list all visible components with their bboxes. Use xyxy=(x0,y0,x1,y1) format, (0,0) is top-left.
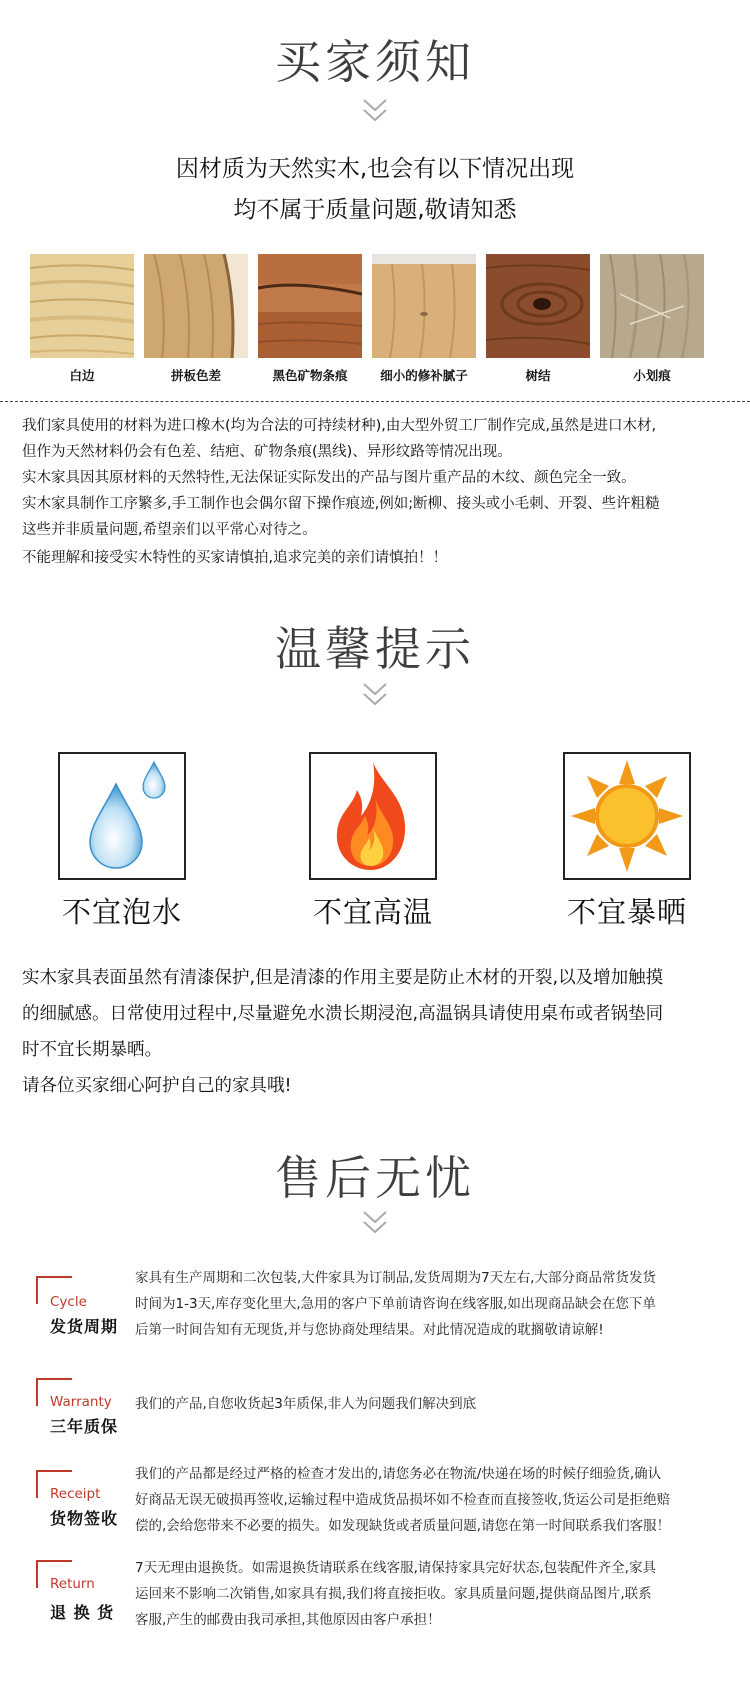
board-color-diff-icon xyxy=(144,254,248,358)
service-text: 我们的产品都是经过严格的检查才发出的,请您务必在物流/快递在场的时候仔细验货,确认 xyxy=(135,1466,662,1482)
service-text: 7天无理由退换货。如需退换货请联系在线客服,请保持家具完好状态,包装配件齐全,家具 xyxy=(135,1560,656,1576)
sample-label: 小划痕 xyxy=(633,368,671,383)
sample-label: 细小的修补腻子 xyxy=(380,368,468,383)
notice-paragraph: 我们家具使用的材料为进口橡木(均为合法的可持续材种),由大型外贸工厂制作完成,虽然是进口木材, xyxy=(22,418,657,434)
notice-paragraph: 这些并非质量问题,希望亲们以平常心对待之。 xyxy=(22,522,317,538)
notice-intro-line-2: 均不属于质量问题,敬请知悉 xyxy=(233,197,517,223)
service-cn-label: 货物签收 xyxy=(50,1509,119,1528)
tips-line: 的细腻感。日常使用过程中,尽量避免水溃长期浸泡,高温锅具请使用桌布或者锅垫同 xyxy=(22,1004,664,1024)
notice-paragraph: 实木家具制作工序繁多,手工制作也会偶尔留下操作痕迹,例如;断柳、接头或小毛刺、开裂、些许粗糙 xyxy=(22,496,660,512)
sample-label: 黑色矿物条痕 xyxy=(272,368,348,383)
mineral-streak-icon xyxy=(258,254,362,358)
wood-knot-icon xyxy=(486,254,590,358)
notice-title: 买家须知 xyxy=(275,35,475,89)
notice-paragraph: 不能理解和接受实木特性的买家请慎拍,追求完美的亲们请慎拍！！ xyxy=(22,550,448,566)
tips-title: 温馨提示 xyxy=(275,622,475,676)
water-tip-box xyxy=(58,752,186,880)
water-drop-icon xyxy=(60,754,184,878)
sample-label: 拼板色差 xyxy=(170,368,221,383)
light-ash-wood-icon xyxy=(30,254,134,358)
putty-repair-icon xyxy=(372,254,476,358)
service-text: 我们的产品,自您收货起3年质保,非人为问题我们解决到底 xyxy=(135,1396,477,1412)
service-title: 售后无忧 xyxy=(275,1151,475,1205)
service-text: 时间为1-3天,库存变化里大,急用的客户下单前请咨询在线客服,如出现商品缺会在您下单 xyxy=(135,1296,656,1312)
service-en-label: Warranty xyxy=(50,1394,112,1410)
tips-line: 请各位买家细心阿护自己的家具哦! xyxy=(22,1076,292,1096)
heat-tip-box xyxy=(309,752,437,880)
sun-tip-box xyxy=(563,752,691,880)
service-cn-label: 三年质保 xyxy=(50,1417,119,1436)
notice-paragraph: 实木家具因其原材料的天然特性,无法保证实际发出的产品与图片重产品的木纹、颜色完全一致。 xyxy=(22,470,636,486)
service-cn-label: 发货周期 xyxy=(50,1317,119,1336)
chevron-down-icon xyxy=(361,96,389,126)
sun-icon xyxy=(565,754,689,878)
service-text: 家具有生产周期和二次包装,大件家具为订制品,发货周期为7天左右,大部分商品常货发货 xyxy=(135,1270,656,1286)
sample-label: 树结 xyxy=(525,368,551,383)
service-text: 偿的,会给您带来不必要的损失。如发现缺货或者质量问题,请您在第一时间联系我们客服！ xyxy=(135,1518,671,1534)
tips-line: 时不宜长期暴晒。 xyxy=(22,1040,162,1060)
scratch-icon xyxy=(600,254,704,358)
tip-label: 不宜高温 xyxy=(312,895,433,929)
service-en-label: Return xyxy=(50,1576,95,1592)
chevron-down-icon xyxy=(361,680,389,710)
sample-label: 白边 xyxy=(69,368,95,383)
service-text: 后第一时间告知有无现货,并与您协商处理结果。对此情况造成的耽搁敬请谅解! xyxy=(135,1322,604,1338)
tip-label: 不宜泡水 xyxy=(61,895,182,929)
chevron-down-icon xyxy=(361,1208,389,1238)
service-en-label: Cycle xyxy=(50,1294,87,1310)
service-text: 运回来不影响二次销售,如家具有损,我们将直接拒收。家具质量问题,提供商品图片,联系 xyxy=(135,1586,652,1602)
service-cn-label: 退 换 货 xyxy=(50,1603,115,1622)
dashed-divider xyxy=(0,401,750,402)
notice-intro-line-1: 因材质为天然实木,也会有以下情况出现 xyxy=(175,156,575,182)
service-en-label: Receipt xyxy=(50,1486,101,1502)
tip-label: 不宜暴晒 xyxy=(566,895,687,929)
flame-icon xyxy=(311,754,435,878)
service-text: 好商品无误无破损再签收,运输过程中造成货品损坏如不检查而直接签收,货运公司是拒绝赔 xyxy=(135,1492,671,1508)
tips-line: 实木家具表面虽然有清漆保护,但是清漆的作用主要是防止木材的开裂,以及增加触摸 xyxy=(22,968,664,988)
service-text: 客服,产生的邮费由我司承担,其他原因由客户承担！ xyxy=(135,1612,441,1628)
notice-paragraph: 但作为天然材料仍会有色差、结疤、矿物条痕(黑线)、异形纹路等情况出现。 xyxy=(22,444,512,460)
